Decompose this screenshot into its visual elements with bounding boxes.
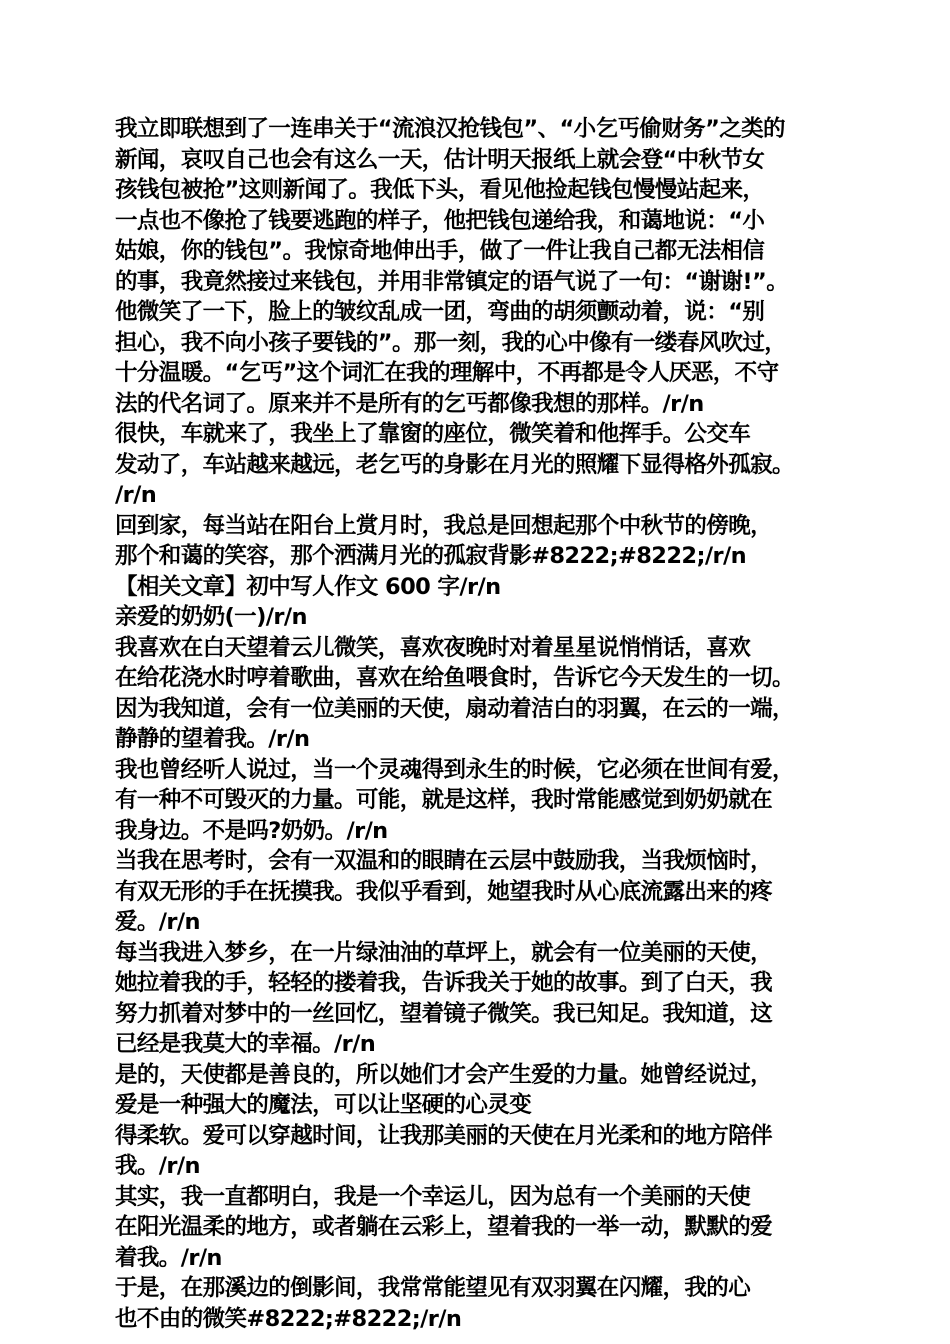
- text-line: 法的代名词了。原来并不是所有的乞丐都像我想的那样。/r/n: [115, 390, 704, 417]
- text-line: 努力抓着对梦中的一丝回忆，望着镜子微笑。我已知足。我知道，这: [115, 1000, 773, 1027]
- text-line: 很快，车就来了，我坐上了靠窗的座位，微笑着和他挥手。公交车: [115, 421, 751, 447]
- text-line: 爱是一种强大的魔法，可以让坚硬的心灵变: [115, 1092, 532, 1118]
- text-line: 在给花浇水时哼着歌曲，喜欢在给鱼喂食时，告诉它今天发生的一切。: [115, 665, 794, 691]
- text-line: 爱。/r/n: [115, 909, 200, 935]
- text-line: 也不由的微笑#8222;#8222;/r/n: [115, 1305, 462, 1332]
- text-line: 因为我知道，会有一位美丽的天使，扇动着洁白的羽翼，在云的一端，: [115, 695, 794, 722]
- text-line: 我立即联想到了一连串关于“流浪汉抢钱包”、“小乞丐偷财务”之类的: [115, 116, 785, 142]
- text-line: 静静的望着我。/r/n: [115, 726, 310, 752]
- text-line: 回到家，每当站在阳台上赏月时，我总是回想起那个中秋节的傍晚，: [115, 512, 773, 539]
- text-line: 我身边。不是吗?奶奶。/r/n: [115, 817, 388, 844]
- text-line: 那个和蔼的笑容，那个洒满月光的孤寂背影#8222;#8222;/r/n: [115, 543, 746, 569]
- text-line: 有双无形的手在抚摸我。我似乎看到，她望我时从心底流露出来的疼: [115, 878, 773, 905]
- text-line: 于是，在那溪边的倒影间，我常常能望见有双羽翼在闪耀，我的心: [115, 1275, 751, 1301]
- article-title: 亲爱的奶奶(一)/r/n: [115, 604, 307, 630]
- text-line: 得柔软。爱可以穿越时间，让我那美丽的天使在月光柔和的地方陪伴: [115, 1122, 773, 1149]
- text-line: 新闻，哀叹自己也会有这么一天，估计明天报纸上就会登“中秋节女: [115, 146, 765, 173]
- text-line: 我也曾经听人说过，当一个灵魂得到永生的时候，它必须在世间有爱，: [115, 756, 794, 783]
- text-line: 着我。/r/n: [115, 1244, 222, 1271]
- section-heading: 【相关文章】初中写人作文 600 字/r/n: [115, 573, 501, 600]
- text-line: 她拉着我的手，轻轻的搂着我，告诉我关于她的故事。到了白天，我: [115, 970, 773, 996]
- text-line: /r/n: [115, 482, 157, 508]
- text-line: 已经是我莫大的幸福。/r/n: [115, 1031, 376, 1057]
- document-body: [115, 114, 855, 1334]
- text-line: 孩钱包被抢”这则新闻了。我低下头，看见他捡起钱包慢慢站起来，: [115, 177, 765, 203]
- text-line: 姑娘，你的钱包”。我惊奇地伸出手，做了一件让我自己都无法相信: [115, 238, 765, 264]
- text-line: 其实，我一直都明白，我是一个幸运儿，因为总有一个美丽的天使: [115, 1183, 751, 1210]
- text-line: 有一种不可毁灭的力量。可能，就是这样，我时常能感觉到奶奶就在: [115, 787, 773, 813]
- text-line: 担心，我不向小孩子要钱的”。那一刻，我的心中像有一缕春风吹过，: [115, 329, 787, 356]
- text-line: 是的，天使都是善良的，所以她们才会产生爱的力量。她曾经说过，: [115, 1061, 773, 1088]
- text-line: 十分温暖。“乞丐”这个词汇在我的理解中，不再都是令人厌恶，不守: [115, 360, 779, 386]
- text-line: 每当我进入梦乡，在一片绿油油的草坪上，就会有一位美丽的天使，: [115, 939, 773, 966]
- text-line: 当我在思考时，会有一双温和的眼睛在云层中鼓励我，当我烦恼时，: [115, 848, 773, 874]
- text-line: 在阳光温柔的地方，或者躺在云彩上，望着我的一举一动，默默的爱: [115, 1214, 773, 1240]
- text-line: 我喜欢在白天望着云儿微笑，喜欢夜晚时对着星星说悄悄话，喜欢: [115, 634, 751, 661]
- text-line: 发动了，车站越来越远，老乞丐的身影在月光的照耀下显得格外孤寂。: [115, 451, 794, 478]
- text-line: 一点也不像抢了钱要逃跑的样子，他把钱包递给我，和蔼地说：“小: [115, 207, 765, 234]
- text-line: 我。/r/n: [115, 1153, 200, 1179]
- text-line: 的事，我竟然接过来钱包，并用非常镇定的语气说了一句：“谢谢!”。: [115, 268, 789, 295]
- text-line: 他微笑了一下，脸上的皱纹乱成一团，弯曲的胡须颤动着，说：“别: [115, 299, 765, 325]
